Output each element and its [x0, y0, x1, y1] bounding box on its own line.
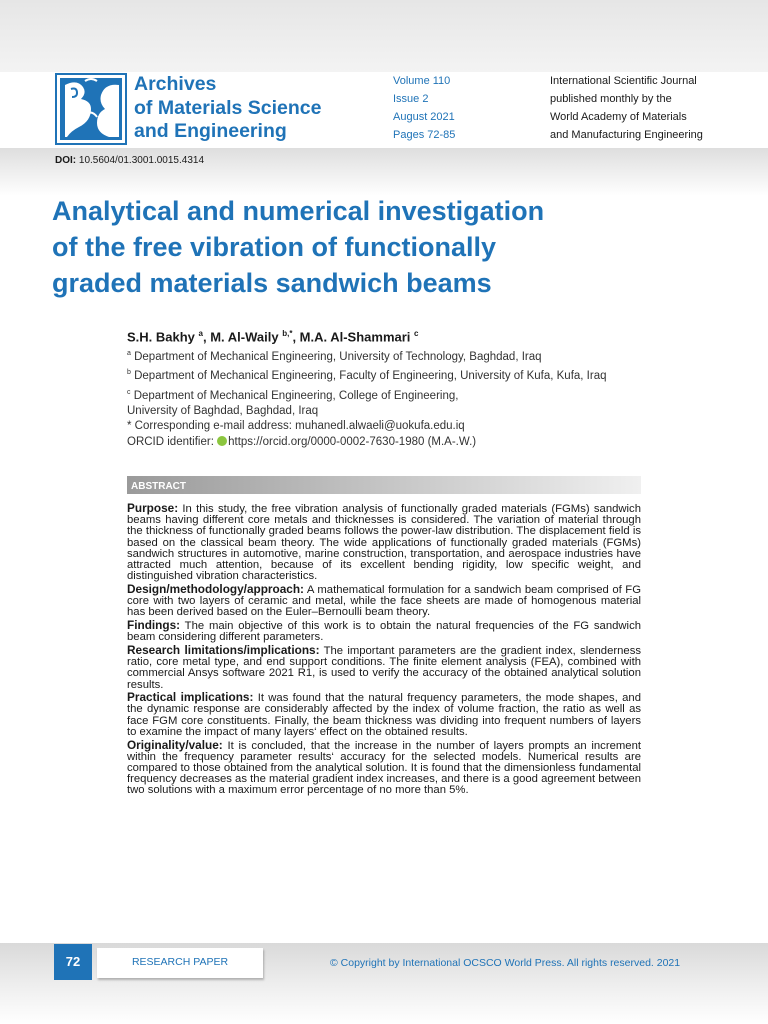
doi-value[interactable]: 10.5604/01.3001.0015.4314 — [76, 155, 205, 166]
abstract-purpose-text: In this study, the free vibration analysis of functionally graded materials (FGMs) sandwich beams having different core metals and thicknesses is considered. The variation of material through the thickness of functionally graded beams follows the power-law distribution. The displacement field is based on the classical beam theory. The wide applications of functionally graded materials (FGMs) sandwich structures in automotive, marine construction, transportation, and aerospace industries have attracted much attention, because of its excellent bending rigidity, low specific weight, and distinguished vibration characteristics. — [127, 503, 641, 583]
paper-title — [52, 193, 692, 301]
publisher-line-3: World Academy of Materials — [550, 111, 687, 123]
abstract-limitations-label: Research limitations/implications: — [127, 642, 320, 657]
title-line-1: Analytical and numerical investigation — [52, 196, 545, 226]
doi[interactable] — [55, 155, 204, 166]
abstract-limitations — [127, 642, 641, 691]
publisher-line-2: published monthly by the — [550, 93, 672, 105]
affiliation-a-text: Department of Mechanical Engineering, University of Technology, Baghdad, Iraq — [130, 350, 542, 363]
abstract-limitations-text: The important parameters are the gradient index, slenderness ratio, core metal type, and end support conditions. The finite element analysis (FEA), combined with commercial Ansys software 2021 R1, is used to verify the accuracy of the obtained analytical solution results. — [127, 644, 641, 691]
issue-info — [393, 72, 533, 144]
author-2-sup: b,* — [282, 329, 293, 338]
title-line-3: graded materials sandwich beams — [52, 268, 492, 298]
paper-type-label: RESEARCH PAPER — [131, 956, 229, 968]
orcid — [127, 435, 687, 451]
affiliations — [127, 346, 687, 450]
abstract-purpose — [127, 503, 641, 582]
journal-name-line-1: Archives — [134, 73, 217, 95]
journal-logo-icon — [57, 75, 125, 143]
abstract-purpose-label: Purpose: — [127, 501, 179, 515]
author-1: S.H. Bakhy — [127, 329, 199, 345]
title-line-2: of the free vibration of functionally — [52, 232, 497, 262]
volume: Volume 110 — [393, 75, 451, 87]
orcid-link[interactable]: https://orcid.org/0000-0002-7630-1980 (M.A-.W.) — [228, 435, 477, 448]
doi-label: DOI: — [55, 155, 77, 166]
abstract-practical — [127, 692, 641, 738]
top-band — [0, 0, 768, 72]
abstract-findings — [127, 620, 641, 643]
abstract-practical-text: It was found that the natural frequency parameters, the mode shapes, and the dynamic response are considerably affected by the index of volume fraction, the ratio as well as face FGM core constituents. Finally, the beam thickness was dividing into frequent numbers of layers to examine the impact of many layers‘ effect on the obtained results. — [127, 692, 641, 738]
journal-name-line-3: and Engineering — [134, 120, 287, 142]
affiliation-b — [127, 365, 687, 384]
author-2: , M. Al-Waily — [202, 329, 283, 345]
pages: Pages 72-85 — [393, 129, 456, 141]
publisher-info — [550, 72, 760, 144]
abstract-findings-text: The main objective of this work is to obtain the natural frequencies of the FG sandwich beam considering different parameters. — [127, 620, 641, 644]
author-1-sup: a — [198, 329, 203, 338]
affiliation-b-text: Department of Mechanical Engineering, Faculty of Engineering, University of Kufa, Kufa, Iraq — [130, 370, 607, 383]
copyright-notice: © Copyright by International OCSCO World Press. All rights reserved. 2021 — [330, 957, 681, 969]
orcid-icon — [217, 436, 227, 446]
affiliation-c-line-2: University of Baghdad, Baghdad, Iraq — [127, 404, 319, 417]
affiliation-a-sup: a — [127, 350, 131, 357]
journal-name-line-2: of Materials Science — [134, 96, 322, 119]
abstract-header-label: ABSTRACT — [131, 481, 186, 492]
abstract-body — [127, 503, 641, 798]
abstract-header — [127, 476, 641, 494]
abstract-design-label: Design/methodology/approach: — [127, 581, 304, 596]
abstract-originality-text: It is concluded, that the increase in the number of layers prompts an increment within the frequency parameter results‘ accuracy for the selected models. Numerical results are compared to those obtained from the analytical solution. It is found that the dimensionless fundamental frequency decreases as the material gradient index increases, and there is a good agreement between two solutions with a maximum error percentage of no more than 5%. — [127, 739, 641, 797]
journal-name — [134, 73, 384, 144]
issue-number: Issue 2 — [393, 93, 429, 105]
affiliation-c-text: Department of Mechanical Engineering, College of Engineering, — [130, 389, 459, 402]
footer-band-lower — [0, 983, 768, 1024]
orcid-label: ORCID identifier: — [127, 435, 218, 448]
publisher-line-1: International Scientific Journal — [550, 75, 697, 87]
author-3-sup: c — [414, 329, 419, 338]
abstract-originality — [127, 737, 641, 797]
issue-date: August 2021 — [393, 111, 455, 123]
affiliation-b-sup: b — [127, 369, 131, 377]
paper-type-badge — [97, 948, 263, 978]
abstract-design — [127, 581, 641, 619]
publisher-line-4: and Manufacturing Engineering — [550, 129, 703, 141]
abstract-practical-label: Practical implications: — [127, 690, 254, 705]
affiliation-a — [127, 346, 687, 365]
journal-logo — [55, 73, 127, 145]
page-number: 72 — [54, 944, 92, 980]
affiliation-c-sup: c — [127, 388, 131, 396]
abstract-findings-label: Findings: — [127, 618, 181, 633]
author-3: , M.A. Al-Shammari — [292, 329, 415, 345]
authors — [127, 329, 419, 344]
corresponding-email[interactable]: * Corresponding e-mail address: muhanedl.alwaeli@uokufa.edu.iq — [127, 420, 465, 433]
affiliation-c — [127, 385, 687, 404]
abstract-originality-label: Originality/value: — [127, 737, 223, 752]
abstract-design-text: A mathematical formulation for a sandwich beam comprised of FG core with two layers of ceramic and metal, while the face sheets are made of homogenous material has been derived based on the Euler–Bernoulli beam theory. — [127, 583, 641, 619]
